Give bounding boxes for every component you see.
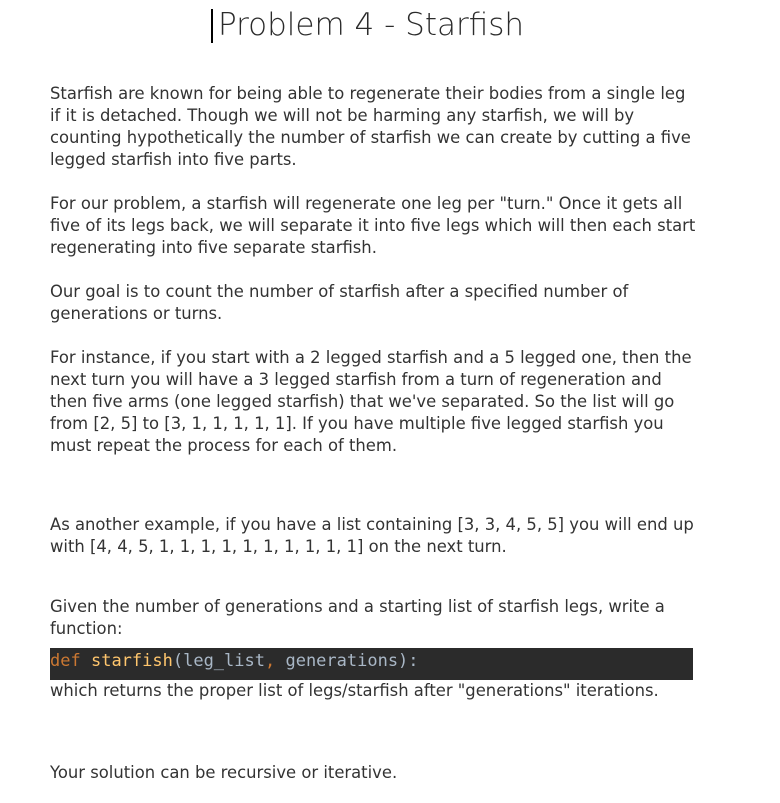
code-param-2: generations): [275,651,419,671]
code-param-1: (leg_list [172,651,265,671]
solution-note: Your solution can be recursive or iterative. [50,763,398,782]
code-keyword: def [50,651,81,671]
code-block [50,648,693,680]
rules-paragraph: For our problem, a starfish will regenerate one leg per "turn." Once it gets all five of its legs back, we will separate it into five legs which will then each start regenerating into five separate starfish. [50,194,696,257]
second-example-paragraph: As another example, if you have a list containing [3, 3, 4, 5, 5] you will end up with [4, 4, 5, 1, 1, 1, 1, 1, 1, 1, 1, 1, 1] on the next turn. [50,515,694,556]
goal-paragraph: Our goal is to count the number of starfish after a specified number of generations or turns. [50,282,629,323]
document-title: Problem 4 - Starfish [217,7,525,43]
text-cursor [211,9,213,43]
returns-paragraph: which returns the proper list of legs/starfish after "generations" iterations. [50,681,659,700]
code-comma: , [264,651,276,671]
example-paragraph: For instance, if you start with a 2 legged starfish and a 5 legged one, then the next turn you will have a 3 legged starfish from a turn of regeneration and then five arms (one legged starfish) that we've separated. So the list will go from [2, 5] to [3, 1, 1, 1, 1, 1]. If you have multiple five legged starfish you must repeat the process for each of them. [50,348,692,455]
intro-paragraph: Starfish are known for being able to regenerate their bodies from a single leg if it is detached. Though we will not be harming any starfish, we will by counting hypothetically the number of starfish we can create by cutting a five legged starfish into five parts. [50,84,691,169]
task-paragraph: Given the number of generations and a starting list of starfish legs, write a function: [50,597,665,638]
code-function-name: starfish [90,651,173,671]
